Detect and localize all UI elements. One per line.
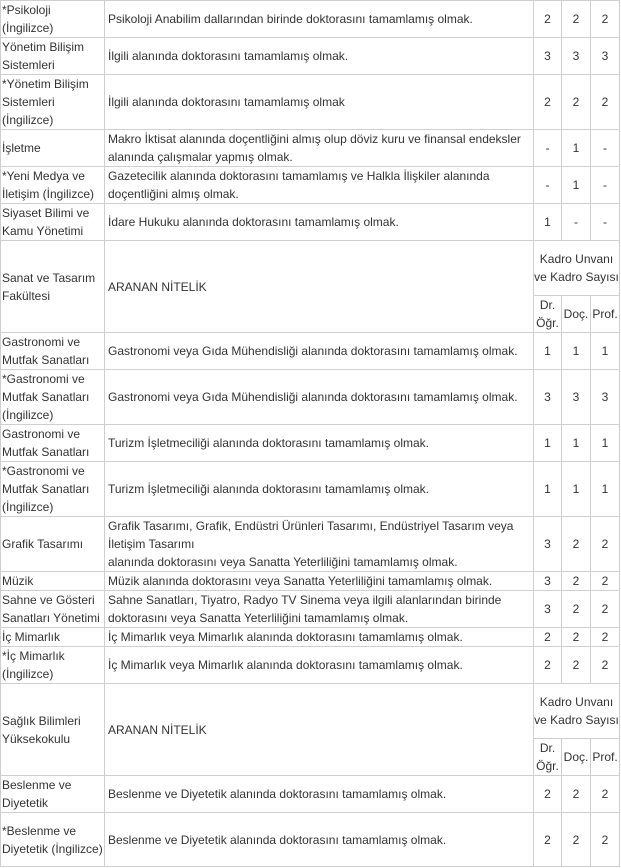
faculty-name: Sağlık Bilimleri Yüksekokulu: [1, 684, 105, 776]
table-row: [1, 204, 620, 241]
doc-count: 2: [562, 591, 591, 628]
qualification-text: Turizm İşletmeciliği alanında doktorasını tamamlamış olmak.: [105, 462, 534, 517]
doc-count: -: [562, 204, 591, 241]
table-row: [1, 647, 620, 684]
prof-count: 1: [591, 425, 620, 462]
department-name: *Yönetim Bilişim Sistemleri (İngilizce): [1, 75, 105, 130]
doc-count: 1: [562, 167, 591, 204]
qualification-text: Gastronomi veya Gıda Mühendisliği alanında doktorasını tamamlamış olmak.: [105, 333, 534, 370]
department-name: İç Mimarlık: [1, 628, 105, 647]
prof-count: -: [591, 167, 620, 204]
doc-count: 2: [562, 628, 591, 647]
table-row: [1, 813, 620, 867]
faculty-name: Sanat ve Tasarım Fakültesi: [1, 241, 105, 333]
doc-count: 1: [562, 130, 591, 167]
table-row: [1, 130, 620, 167]
qualification-text: Grafik Tasarımı, Grafik, Endüstri Ürünleri Tasarımı, Endüstriyel Tasarım veya İletişim Tasarımı alanında doktorasını veya Sanatta Yeterliliğini tamamlamış olmak.: [105, 517, 534, 572]
dr-ogr-count: 2: [534, 75, 562, 130]
department-name: İşletme: [1, 130, 105, 167]
prof-count: 2: [591, 776, 620, 813]
prof-count: 2: [591, 628, 620, 647]
doc-header: Doç.: [562, 296, 591, 333]
dr-ogr-count: -: [534, 130, 562, 167]
doc-count: 2: [562, 813, 591, 867]
prof-count: 2: [591, 517, 620, 572]
department-name: Sahne ve Gösteri Sanatları Yönetimi: [1, 591, 105, 628]
dr-ogr-count: 3: [534, 370, 562, 425]
qualification-text: Beslenme ve Diyetetik alanında doktorasını tamamlamış olmak.: [105, 776, 534, 813]
doc-count: 2: [562, 75, 591, 130]
prof-count: 2: [591, 572, 620, 591]
dr-ogr-count: 2: [534, 1, 562, 38]
table-row: [1, 572, 620, 591]
department-name: Siyaset Bilimi ve Kamu Yönetimi: [1, 204, 105, 241]
qualification-text: Gazetecilik alanında doktorasını tamamlamış ve Halkla İlişkiler alanında doçentliğini almış olmak.: [105, 167, 534, 204]
table-row: [1, 591, 620, 628]
dr-ogr-count: 1: [534, 333, 562, 370]
doc-count: 3: [562, 370, 591, 425]
qualification-header: ARANAN NİTELİK: [105, 241, 534, 333]
qualification-text: Makro İktisat alanında doçentliğini almış olup döviz kuru ve finansal endeksler alanında çalışmalar yapmış olmak.: [105, 130, 534, 167]
table-row: [1, 462, 620, 517]
table-row: [1, 167, 620, 204]
dr-ogr-header: Dr. Öğr.: [534, 739, 562, 776]
department-name: *Yeni Medya ve İletişim (İngilizce): [1, 167, 105, 204]
department-name: Müzik: [1, 572, 105, 591]
position-table-body: [1, 1, 620, 867]
qualification-text: Sahne Sanatları, Tiyatro, Radyo TV Sinema veya ilgili alanlarından birinde doktorasını veya Sanatta Yeterliliğini tamamlamış olmak.: [105, 591, 534, 628]
department-name: Grafik Tasarımı: [1, 517, 105, 572]
department-name: *Gastronomi ve Mutfak Sanatları (İngilizce): [1, 462, 105, 517]
dr-ogr-count: 3: [534, 572, 562, 591]
faculty-header-row: [1, 241, 620, 296]
table-row: [1, 333, 620, 370]
qualification-text: Beslenme ve Diyetetik alanında doktorasını tamamlamış olmak.: [105, 813, 534, 867]
prof-count: 2: [591, 813, 620, 867]
table-row: [1, 517, 620, 572]
department-name: *İç Mimarlık (İngilizce): [1, 647, 105, 684]
table-row: [1, 628, 620, 647]
doc-count: 2: [562, 572, 591, 591]
qualification-text: İlgili alanında doktorasını tamamlamış olmak: [105, 75, 534, 130]
dr-ogr-count: 1: [534, 204, 562, 241]
dr-ogr-count: 2: [534, 813, 562, 867]
dr-ogr-count: 3: [534, 517, 562, 572]
table-row: [1, 425, 620, 462]
doc-count: 1: [562, 462, 591, 517]
doc-count: 2: [562, 776, 591, 813]
prof-count: 2: [591, 647, 620, 684]
doc-count: 3: [562, 38, 591, 75]
prof-count: -: [591, 130, 620, 167]
table-row: [1, 1, 620, 38]
dr-ogr-count: 3: [534, 38, 562, 75]
department-name: Beslenme ve Diyetetik: [1, 776, 105, 813]
prof-count: 2: [591, 75, 620, 130]
faculty-header-row: [1, 684, 620, 739]
department-name: Yönetim Bilişim Sistemleri: [1, 38, 105, 75]
dr-ogr-count: 1: [534, 462, 562, 517]
doc-count: 2: [562, 647, 591, 684]
table-row: [1, 370, 620, 425]
qualification-text: Psikoloji Anabilim dallarından birinde doktorasını tamamlamış olmak.: [105, 1, 534, 38]
dr-ogr-count: -: [534, 167, 562, 204]
table-row: [1, 75, 620, 130]
qualification-text: İç Mimarlık veya Mimarlık alanında doktorasını tamamlamış olmak.: [105, 628, 534, 647]
department-name: Gastronomi ve Mutfak Sanatları: [1, 333, 105, 370]
prof-count: 1: [591, 333, 620, 370]
dr-ogr-count: 2: [534, 628, 562, 647]
dr-ogr-count: 1: [534, 425, 562, 462]
qualification-text: Müzik alanında doktorasını veya Sanatta Yeterliliğini tamamlamış olmak.: [105, 572, 534, 591]
dr-ogr-header: Dr. Öğr.: [534, 296, 562, 333]
dr-ogr-count: 2: [534, 647, 562, 684]
prof-header: Prof.: [591, 739, 620, 776]
doc-header: Doç.: [562, 739, 591, 776]
prof-count: 3: [591, 38, 620, 75]
qualification-text: Turizm İşletmeciliği alanında doktorasını tamamlamış olmak.: [105, 425, 534, 462]
qualification-text: İç Mimarlık veya Mimarlık alanında doktorasını tamamlamış olmak.: [105, 647, 534, 684]
prof-count: 1: [591, 462, 620, 517]
prof-count: -: [591, 204, 620, 241]
department-name: Gastronomi ve Mutfak Sanatları: [1, 425, 105, 462]
qualification-header: ARANAN NİTELİK: [105, 684, 534, 776]
qualification-text: İlgili alanında doktorasını tamamlamış olmak.: [105, 38, 534, 75]
dr-ogr-count: 2: [534, 776, 562, 813]
kadro-header: Kadro Unvanı ve Kadro Sayısı: [534, 684, 620, 739]
department-name: *Beslenme ve Diyetetik (İngilizce): [1, 813, 105, 867]
prof-header: Prof.: [591, 296, 620, 333]
prof-count: 2: [591, 1, 620, 38]
doc-count: 1: [562, 333, 591, 370]
dr-ogr-count: 3: [534, 591, 562, 628]
prof-count: 3: [591, 370, 620, 425]
qualification-text: İdare Hukuku alanında doktorasını tamamlamış olmak.: [105, 204, 534, 241]
department-name: *Gastronomi ve Mutfak Sanatları (İngilizce): [1, 370, 105, 425]
prof-count: 2: [591, 591, 620, 628]
table-row: [1, 776, 620, 813]
department-name: *Psikoloji (İngilizce): [1, 1, 105, 38]
kadro-header: Kadro Unvanı ve Kadro Sayısı: [534, 241, 620, 296]
doc-count: 2: [562, 517, 591, 572]
qualification-text: Gastronomi veya Gıda Mühendisliği alanında doktorasını tamamlamış olmak.: [105, 370, 534, 425]
doc-count: 2: [562, 1, 591, 38]
doc-count: 1: [562, 425, 591, 462]
table-row: [1, 38, 620, 75]
